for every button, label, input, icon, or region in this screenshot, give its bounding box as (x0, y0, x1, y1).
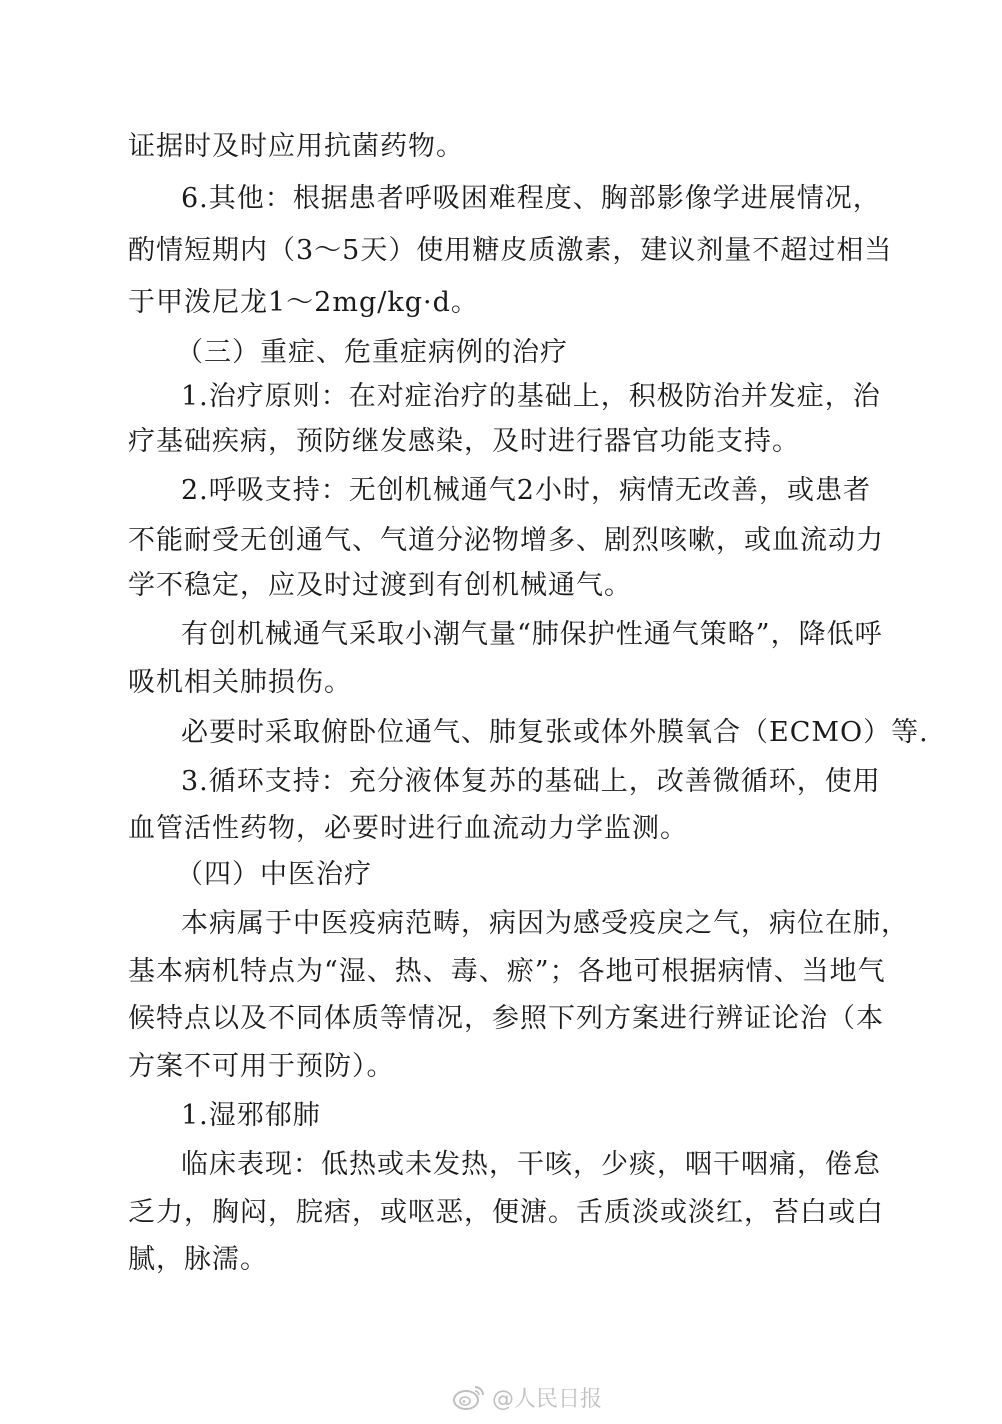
section-heading: （四）中医治疗 (176, 859, 372, 890)
subsection-heading: 1.湿邪郁肺 (181, 1100, 321, 1131)
text-line: 腻，脉濡。 (128, 1244, 268, 1275)
text-line: 酌情短期内（3～5天）使用糖皮质激素，建议剂量不超过相当 (128, 235, 893, 266)
text-line: 临床表现：低热或未发热，干咳，少痰，咽干咽痛，倦怠 (181, 1149, 881, 1180)
text-line: 方案不可用于预防）。 (128, 1051, 395, 1082)
text-line: 1.治疗原则：在对症治疗的基础上，积极防治并发症，治 (181, 381, 881, 412)
text-line: 不能耐受无创通气、气道分泌物增多、剧烈咳嗽，或血流动力 (128, 525, 884, 556)
section-heading: （三）重症、危重症病例的治疗 (176, 337, 568, 368)
text-line: 基本病机特点为“湿、热、毒、瘀”；各地可根据病情、当地气 (128, 956, 886, 987)
text-line: 必要时采取俯卧位通气、肺复张或体外膜氧合（ECMO）等. (181, 717, 929, 748)
text-line: 疗基础疾病，预防继发感染，及时进行器官功能支持。 (128, 426, 800, 457)
text-line: 血管活性药物，必要时进行血流动力学监测。 (128, 813, 688, 844)
weibo-logo-icon (452, 1383, 486, 1411)
text-line: 证据时及时应用抗菌药物。 (128, 131, 464, 162)
watermark (452, 1382, 602, 1412)
text-line: 学不稳定，应及时过渡到有创机械通气。 (128, 570, 632, 601)
text-line: 2.呼吸支持：无创机械通气2小时，病情无改善，或患者 (181, 475, 871, 506)
text-line: 6.其他：根据患者呼吸困难程度、胸部影像学进展情况， (181, 183, 881, 214)
watermark-text: @人民日报 (492, 1386, 603, 1412)
text-line: 吸机相关肺损伤。 (128, 667, 352, 698)
text-line: 本病属于中医疫病范畴，病因为感受疫戾之气，病位在肺， (181, 908, 909, 939)
text-line: 候特点以及不同体质等情况，参照下列方案进行辨证论治（本 (128, 1003, 884, 1034)
text-line: 于甲泼尼龙1～2mg/kg·d。 (128, 287, 479, 318)
text-line: 有创机械通气采取小潮气量“肺保护性通气策略”，降低呼 (181, 619, 883, 650)
text-line: 乏力，胸闷，脘痞，或呕恶，便溏。舌质淡或淡红，苔白或白 (128, 1197, 884, 1228)
text-line: 3.循环支持：充分液体复苏的基础上，改善微循环，使用 (181, 766, 881, 797)
